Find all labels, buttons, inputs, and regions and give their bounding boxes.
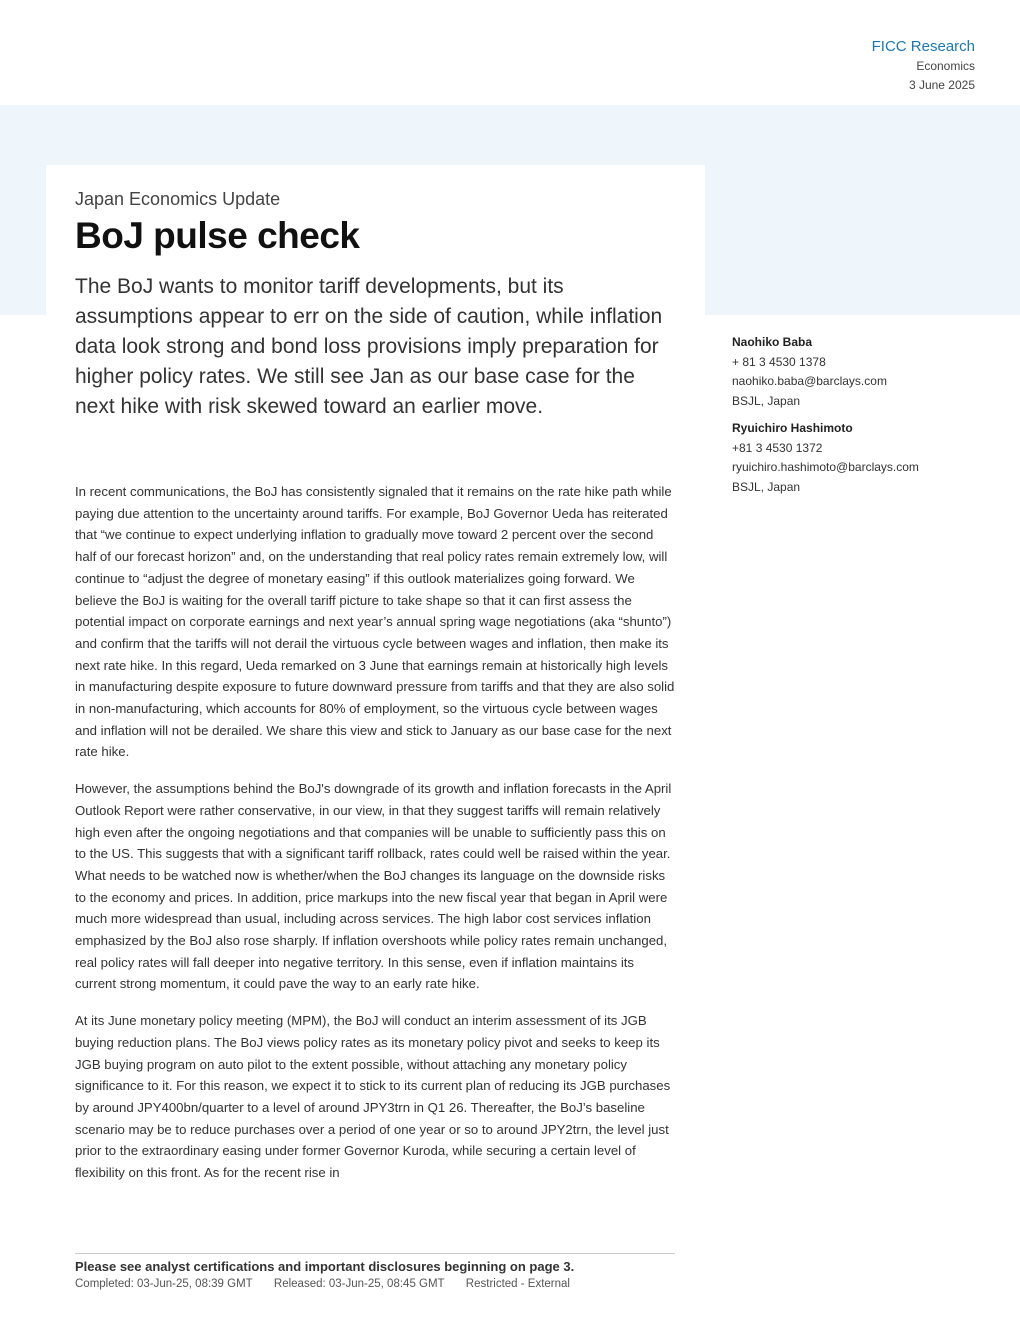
- author-list: [732, 333, 919, 505]
- page-footer: [75, 1253, 675, 1292]
- body-paragraph: In recent communications, the BoJ has consistently signaled that it remains on the rate hike path while paying due attention to the uncertainty around tariffs. For example, BoJ Governor Ueda has reiterated that “we continue to expect underlying inflation to gradually move toward 2 percent over the second half of our forecast horizon” and, on the understanding that real policy rates remain extremely low, will continue to “adjust the degree of monetary easing” if this outlook materializes going forward. We believe the BoJ is waiting for the overall tariff picture to take shape so that it can first assess the potential impact on corporate earnings and next year’s annual spring wage negotiations (aka “shunto”) and confirm that the tariffs will not derail the virtuous cycle between wages and inflation, then make its next rate hike. In this regard, Ueda remarked on 3 June that earnings remain at historically high levels in manufacturing despite exposure to future downward pressure from tariffs and that they are also solid in non-manufacturing, which accounts for 80% of employment, so the virtuous cycle between wages and inflation will not be derailed. We share this view and stick to January as our base case for the next rate hike.: [75, 484, 675, 760]
- author-name: Ryuichiro Hashimoto: [732, 421, 853, 435]
- report-series: Japan Economics Update: [75, 189, 281, 209]
- author-phone: + 81 3 4530 1378: [732, 354, 826, 369]
- publication-meta: [75, 1276, 675, 1292]
- report-summary: The BoJ wants to monitor tariff developments, but its assumptions appear to err on the side of caution, while inflation data look strong and bond loss provisions imply preparation for higher policy rates. We still see Jan as our base case for the next hike with risk skewed toward an earlier move.: [75, 275, 663, 418]
- report-header: [872, 37, 975, 95]
- body-paragraph: However, the assumptions behind the BoJ's downgrade of its growth and inflation forecasts in the April Outlook Report were rather conservative, in our view, in that they suggest tariffs will remain relatively high even after the ongoing negotiations and that companies will be unable to sufficiently pass this on to the US. This suggests that with a significant tariff rollback, rates could well be raised within the year. What needs to be watched now is whether/when the BoJ changes its language on the downside risks to the economy and prices. In addition, price markups into the new fiscal year that began in April were much more widespread than usual, including across services. The high labor cost services inflation emphasized by the BoJ also rose sharply. If inflation overshoots while policy rates remain unchanged, real policy rates will fall deeper into negative territory. In this sense, even if inflation maintains its current strong momentum, it could pave the way to an early rate hike.: [75, 781, 672, 992]
- completed-time: Completed: 03-Jun-25, 08:39 GMT: [75, 1278, 253, 1290]
- body-paragraph: At its June monetary policy meeting (MPM), the BoJ will conduct an interim assessment of its JGB buying reduction plans. The BoJ views policy rates as its monetary policy pivot and seeks to keep its JGB buying program on auto pilot to the extent possible, without attaching any monetary policy significance to it. For this reason, we expect it to stick to its current plan of reducing its JGB purchases by around JPY400bn/quarter to a level of around JPY3trn in Q1 26. Thereafter, the BoJ’s baseline scenario may be to reduce purchases over a period of one year or so to around JPY2trn, the level just prior to the extraordinary easing under former Governor Kuroda, while securing a certain level of flexibility on this front. As for the recent rise in: [75, 1013, 671, 1181]
- report-date: 3 June 2025: [908, 78, 975, 92]
- report-title: BoJ pulse check: [75, 215, 360, 256]
- author-entity: BSJL, Japan: [732, 393, 801, 408]
- released-time: Released: 03-Jun-25, 08:45 GMT: [273, 1278, 445, 1290]
- author-card: [732, 333, 919, 411]
- author-email[interactable]: ryuichiro.hashimoto@barclays.com: [732, 460, 919, 474]
- brand-name: FICC Research: [871, 38, 975, 55]
- report-body: [75, 481, 678, 1199]
- classification-label: Restricted - External: [465, 1278, 570, 1290]
- author-phone: +81 3 4530 1372: [732, 440, 823, 455]
- author-entity: BSJL, Japan: [732, 479, 801, 494]
- author-card: [732, 419, 919, 497]
- section-label: Economics: [916, 59, 975, 73]
- disclosure-notice: Please see analyst certifications and important disclosures beginning on page 3.: [75, 1259, 575, 1274]
- author-email[interactable]: naohiko.baba@barclays.com: [732, 374, 887, 388]
- author-name: Naohiko Baba: [732, 335, 813, 349]
